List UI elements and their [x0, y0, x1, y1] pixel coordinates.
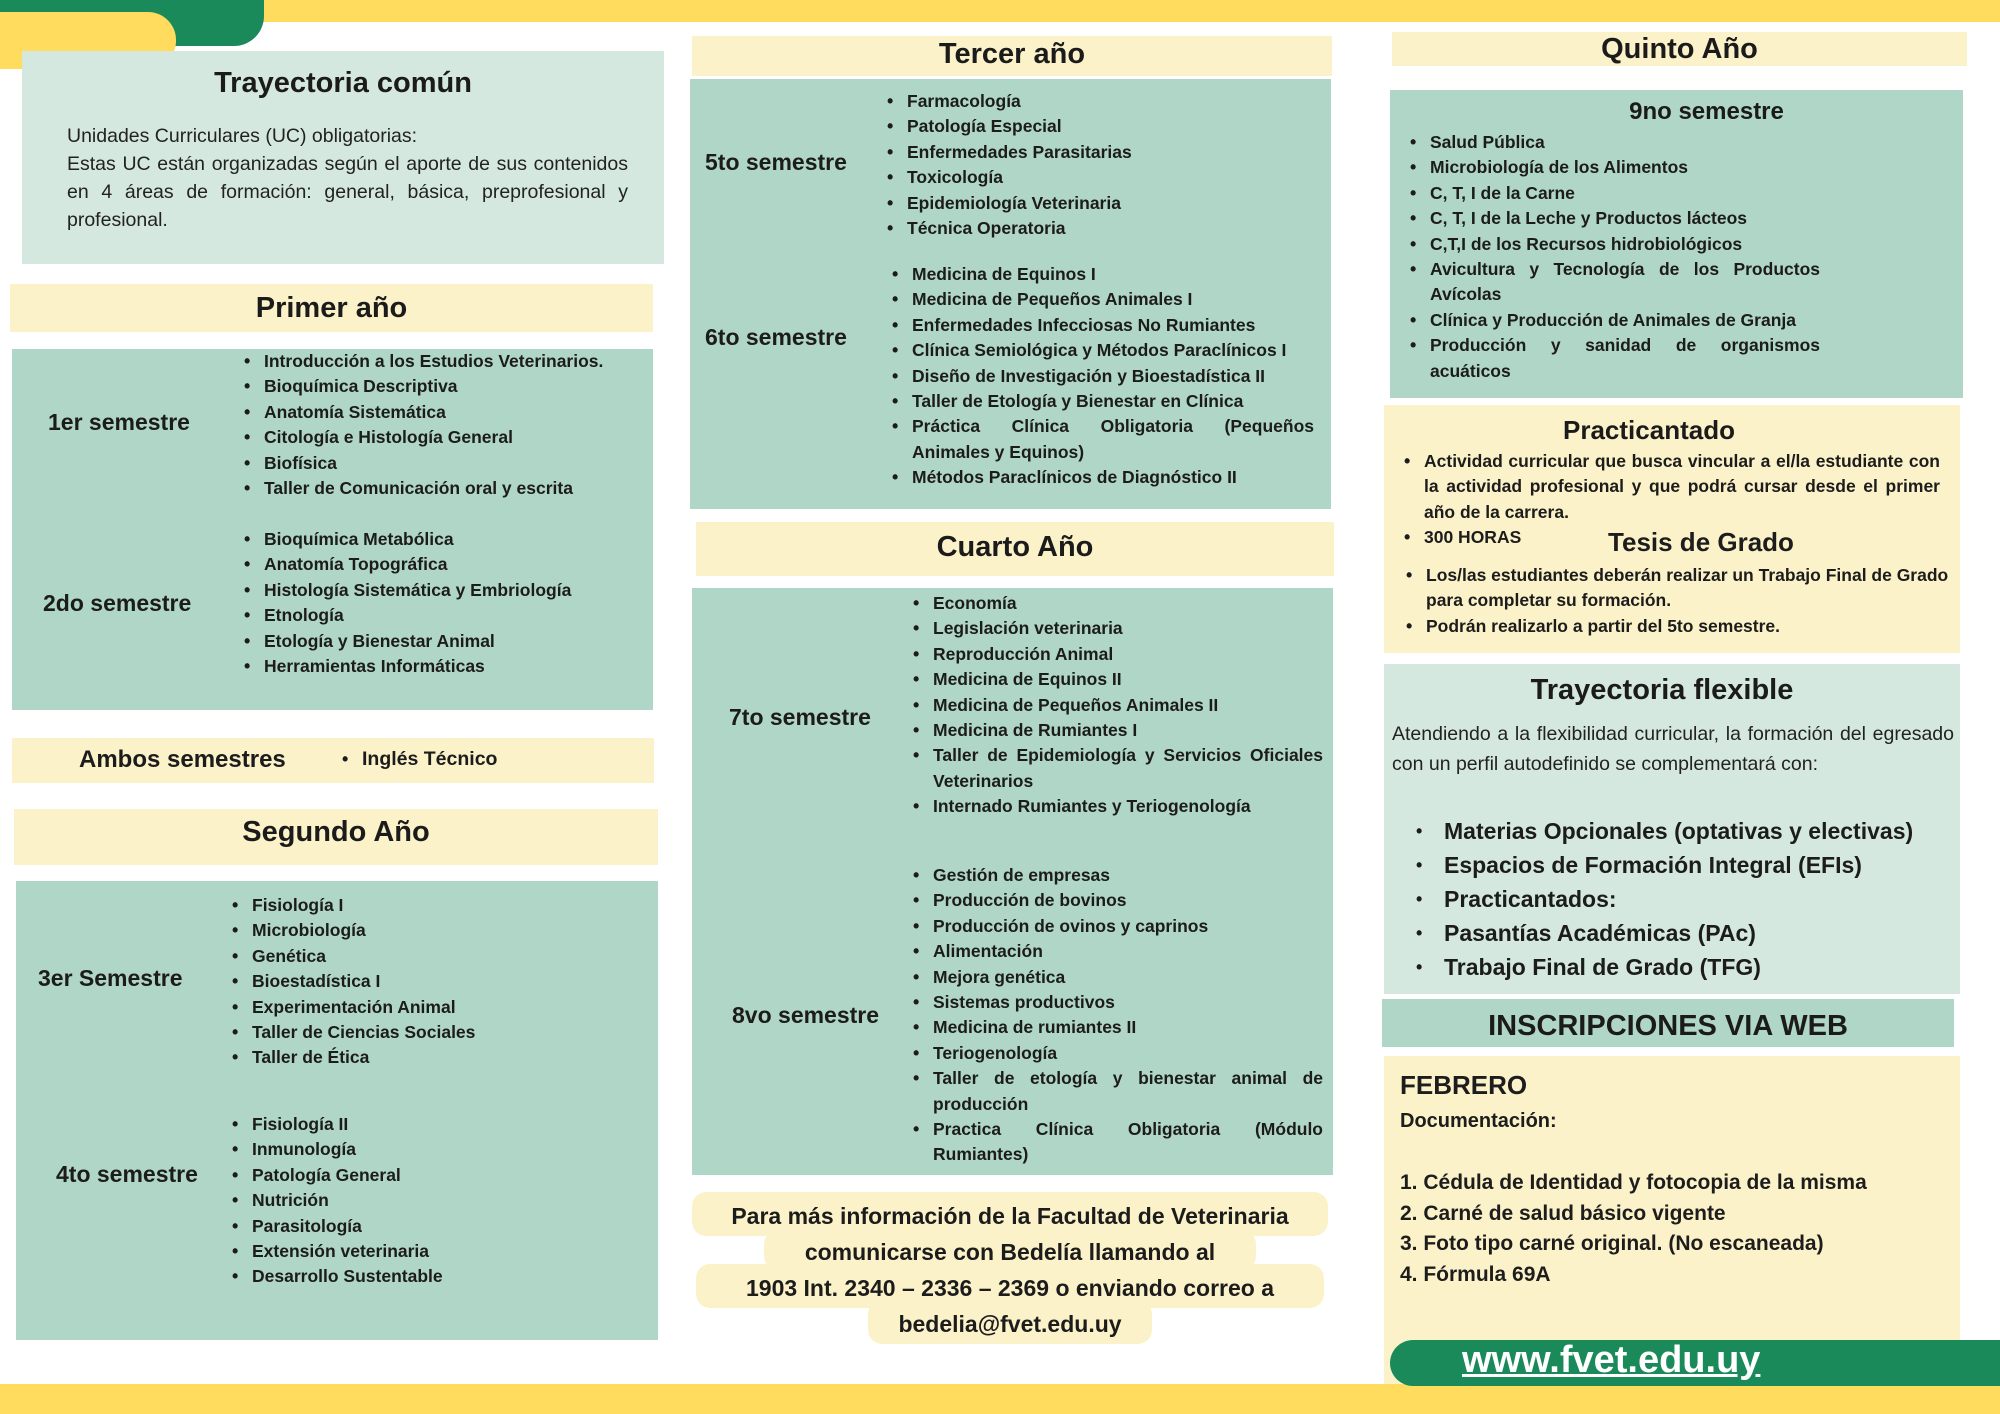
sem3-list [230, 893, 650, 1071]
primer-ano-panel [12, 349, 653, 710]
tesis-title: Tesis de Grado [1608, 527, 1794, 557]
list-item: • Mejora genética [911, 965, 1323, 990]
sem4-list [230, 1112, 650, 1290]
list-item: • Microbiología de los Alimentos [1408, 155, 1820, 180]
list-item: • Nutrición [230, 1188, 650, 1213]
doc-item: 4. Fórmula 69A [1400, 1262, 1551, 1286]
sem5-label: 5to semestre [705, 149, 847, 175]
list-item: • Pasantías Académicas (PAc) [1414, 916, 1954, 950]
list-item: • Taller de etología y bienestar animal de producción [911, 1066, 1323, 1117]
list-item: • Practicantados: [1414, 882, 1954, 916]
list-item: • Economía [911, 591, 1323, 616]
list-item: • Anatomía Topográfica [242, 552, 647, 577]
list-item: • Microbiología [230, 918, 650, 943]
contact-email[interactable]: bedelia@fvet.edu.uy [898, 1311, 1122, 1337]
list-item: • Alimentación [911, 939, 1323, 964]
list-item: • Fisiología II [230, 1112, 650, 1137]
sem1-label: 1er semestre [48, 409, 190, 435]
list-item: • Taller de Comunicación oral y escrita [242, 476, 647, 501]
list-item: • Patología Especial [885, 114, 1315, 139]
list-item: • Genética [230, 944, 650, 969]
sem6-label: 6to semestre [705, 324, 847, 350]
list-item: • Teriogenología [911, 1041, 1323, 1066]
sem5-list [885, 89, 1315, 241]
list-item: • Diseño de Investigación y Bioestadística II [890, 364, 1314, 389]
list-item: • 300 HORAS [1402, 525, 1940, 550]
contact-line2: comunicarse con Bedelía llamando al [804, 1239, 1216, 1265]
list-item: • Medicina de rumiantes II [911, 1015, 1323, 1040]
list-item: • Actividad curricular que busca vincular a el/la estudiante con la actividad profesional y que podrá cursar desde el primer año de la carrera. [1402, 449, 1940, 525]
list-item: • Patología General [230, 1163, 650, 1188]
list-item: • Clínica y Producción de Animales de Granja [1408, 308, 1820, 333]
sem7-label: 7to semestre [729, 704, 871, 730]
sem8-list [911, 863, 1323, 1168]
inscripciones-panel [1384, 1056, 1960, 1384]
trayectoria-comun-text [22, 100, 664, 234]
list-item: • Legislación veterinaria [911, 616, 1323, 641]
list-item: • Histología Sistemática y Embriología [242, 578, 647, 603]
trayectoria-comun-line1: Unidades Curriculares (UC) obligatorias: [67, 125, 418, 147]
inscripciones-heading: INSCRIPCIONES VIA WEB [1382, 999, 1954, 1047]
tesis-list [1404, 563, 1960, 639]
inscripciones-doc-label: Documentación: [1400, 1110, 1557, 1132]
list-item: • Sistemas productivos [911, 990, 1323, 1015]
contact-line1: Para más información de la Facultad de Veterinaria [731, 1203, 1289, 1229]
list-item: • Enfermedades Infecciosas No Rumiantes [890, 313, 1314, 338]
list-item: • Parasitología [230, 1214, 650, 1239]
website-link[interactable]: www.fvet.edu.uy [1462, 1339, 1761, 1381]
list-item: • Practica Clínica Obligatoria (Módulo Rumiantes) [911, 1117, 1323, 1168]
list-item: • Medicina de Rumiantes I [911, 718, 1323, 743]
list-item: • Taller de Ciencias Sociales [230, 1020, 650, 1045]
contact-info [692, 1192, 1332, 1346]
list-item: • Desarrollo Sustentable [230, 1264, 650, 1289]
practicantado-tesis-panel [1384, 405, 1960, 653]
list-item: • Producción de bovinos [911, 888, 1323, 913]
sem8-label: 8vo semestre [732, 1002, 880, 1028]
sem9-label: 9no semestre [1629, 98, 1784, 125]
list-item: • Anatomía Sistemática [242, 400, 647, 425]
sem7-list [911, 591, 1323, 820]
top-yellow-band [0, 0, 2000, 22]
list-item: • Toxicología [885, 165, 1315, 190]
list-item: • Bioquímica Metabólica [242, 527, 647, 552]
doc-item: 3. Foto tipo carné original. (No escaneada) [1400, 1232, 1824, 1255]
list-item: • Experimentación Animal [230, 995, 650, 1020]
list-item: • Inmunología [230, 1137, 650, 1162]
primer-ano-heading: Primer año [10, 284, 653, 332]
list-item: • Medicina de Equinos II [911, 667, 1323, 692]
list-item: • C, T, I de la Leche y Productos lácteos [1408, 206, 1820, 231]
list-item: • Bioquímica Descriptiva [242, 374, 647, 399]
list-item: • Introducción a los Estudios Veterinarios. [242, 349, 647, 374]
sem2-list [242, 527, 647, 679]
trayectoria-comun-line2: Estas UC están organizadas según el aporte de sus contenidos en 4 áreas de formación: general, básica, preprofesional y profesional. [67, 153, 628, 231]
list-item: • Herramientas Informáticas [242, 654, 647, 679]
website-banner [1390, 1340, 2000, 1386]
sem2-label: 2do semestre [43, 590, 192, 616]
sem1-list [242, 349, 647, 501]
list-item: • Etología y Bienestar Animal [242, 629, 647, 654]
list-item: • Fisiología I [230, 893, 650, 918]
inscripciones-month: FEBRERO [1400, 1070, 1528, 1100]
doc-item: 1. Cédula de Identidad y fotocopia de la misma [1400, 1171, 1867, 1194]
quinto-ano-heading: Quinto Año [1392, 32, 1967, 66]
list-item: • Etnología [242, 603, 647, 628]
trayectoria-flexible-title: Trayectoria flexible [1530, 674, 1794, 706]
ambos-semestres-label: Ambos semestres [79, 746, 286, 773]
inscripciones-docs [1400, 1168, 1867, 1290]
list-item: • Bioestadística I [230, 969, 650, 994]
trayectoria-flexible-list [1414, 814, 1954, 984]
trayectoria-comun-panel [22, 51, 664, 264]
cuarto-ano-heading: Cuarto Año [696, 522, 1334, 576]
list-item: • Trabajo Final de Grado (TFG) [1414, 950, 1954, 984]
list-item: • Medicina de Pequeños Animales I [890, 287, 1314, 312]
list-item: • Clínica Semiológica y Métodos Paraclínicos I [890, 338, 1314, 363]
ambos-semestres-list [340, 747, 497, 772]
trayectoria-comun-title: Trayectoria común [214, 67, 472, 99]
list-item: • Producción y sanidad de organismos acuáticos [1408, 333, 1820, 384]
sem4-label: 4to semestre [56, 1161, 198, 1187]
list-item: • Reproducción Animal [911, 642, 1323, 667]
segundo-ano-panel [16, 881, 658, 1340]
list-item: • Epidemiología Veterinaria [885, 191, 1315, 216]
tercer-ano-panel [690, 79, 1331, 509]
tercer-ano-heading: Tercer año [692, 36, 1332, 76]
contact-text [692, 1198, 1328, 1342]
segundo-ano-heading: Segundo Año [14, 809, 658, 865]
trayectoria-flexible-text: Atendiendo a la flexibilidad curricular, la formación del egresado con un perfil autodefinido se complementará con: [1392, 723, 1954, 775]
list-item: • Extensión veterinaria [230, 1239, 650, 1264]
list-item: • Métodos Paraclínicos de Diagnóstico II [890, 465, 1314, 490]
list-item: • C, T, I de la Carne [1408, 181, 1820, 206]
list-item: • Taller de Etología y Bienestar en Clínica [890, 389, 1314, 414]
cuarto-ano-panel [692, 588, 1333, 1175]
list-item: • Espacios de Formación Integral (EFIs) [1414, 848, 1954, 882]
list-item: • Práctica Clínica Obligatoria (Pequeños Animales y Equinos) [890, 414, 1314, 465]
list-item: • Farmacología [885, 89, 1315, 114]
list-item: • Taller de Ética [230, 1045, 650, 1070]
bottom-yellow-band [0, 1384, 2000, 1414]
quinto-ano-panel [1390, 90, 1963, 398]
sem6-list [890, 262, 1314, 491]
sem3-label: 3er Semestre [38, 965, 183, 991]
list-item: • Medicina de Pequeños Animales II [911, 693, 1323, 718]
contact-line3: 1903 Int. 2340 – 2336 – 2369 o enviando correo a [745, 1275, 1275, 1301]
list-item: • Enfermedades Parasitarias [885, 140, 1315, 165]
list-item: • Salud Pública [1408, 130, 1820, 155]
list-item: • Biofísica [242, 451, 647, 476]
list-item: • Los/las estudiantes deberán realizar un Trabajo Final de Grado para completar su formación. [1404, 563, 1960, 614]
list-item: • Gestión de empresas [911, 863, 1323, 888]
doc-item: 2. Carné de salud básico vigente [1400, 1201, 1726, 1225]
practicantado-title: Practicantado [1563, 415, 1735, 445]
list-item: • C,T,I de los Recursos hidrobiológicos [1408, 232, 1820, 257]
list-item: • Internado Rumiantes y Teriogenología [911, 794, 1323, 819]
list-item: • Producción de ovinos y caprinos [911, 914, 1323, 939]
list-item: • Avicultura y Tecnología de los Productos Avícolas [1408, 257, 1820, 308]
list-item: • Técnica Operatoria [885, 216, 1315, 241]
list-item: • Inglés Técnico [340, 747, 497, 772]
list-item: • Citología e Histología General [242, 425, 647, 450]
list-item: • Podrán realizarlo a partir del 5to semestre. [1404, 614, 1960, 639]
sem9-list [1408, 130, 1820, 384]
list-item: • Materias Opcionales (optativas y electivas) [1414, 814, 1954, 848]
ambos-semestres-panel [12, 738, 654, 783]
list-item: • Medicina de Equinos I [890, 262, 1314, 287]
list-item: • Taller de Epidemiología y Servicios Oficiales Veterinarios [911, 743, 1323, 794]
trayectoria-flexible-panel [1384, 664, 1960, 994]
